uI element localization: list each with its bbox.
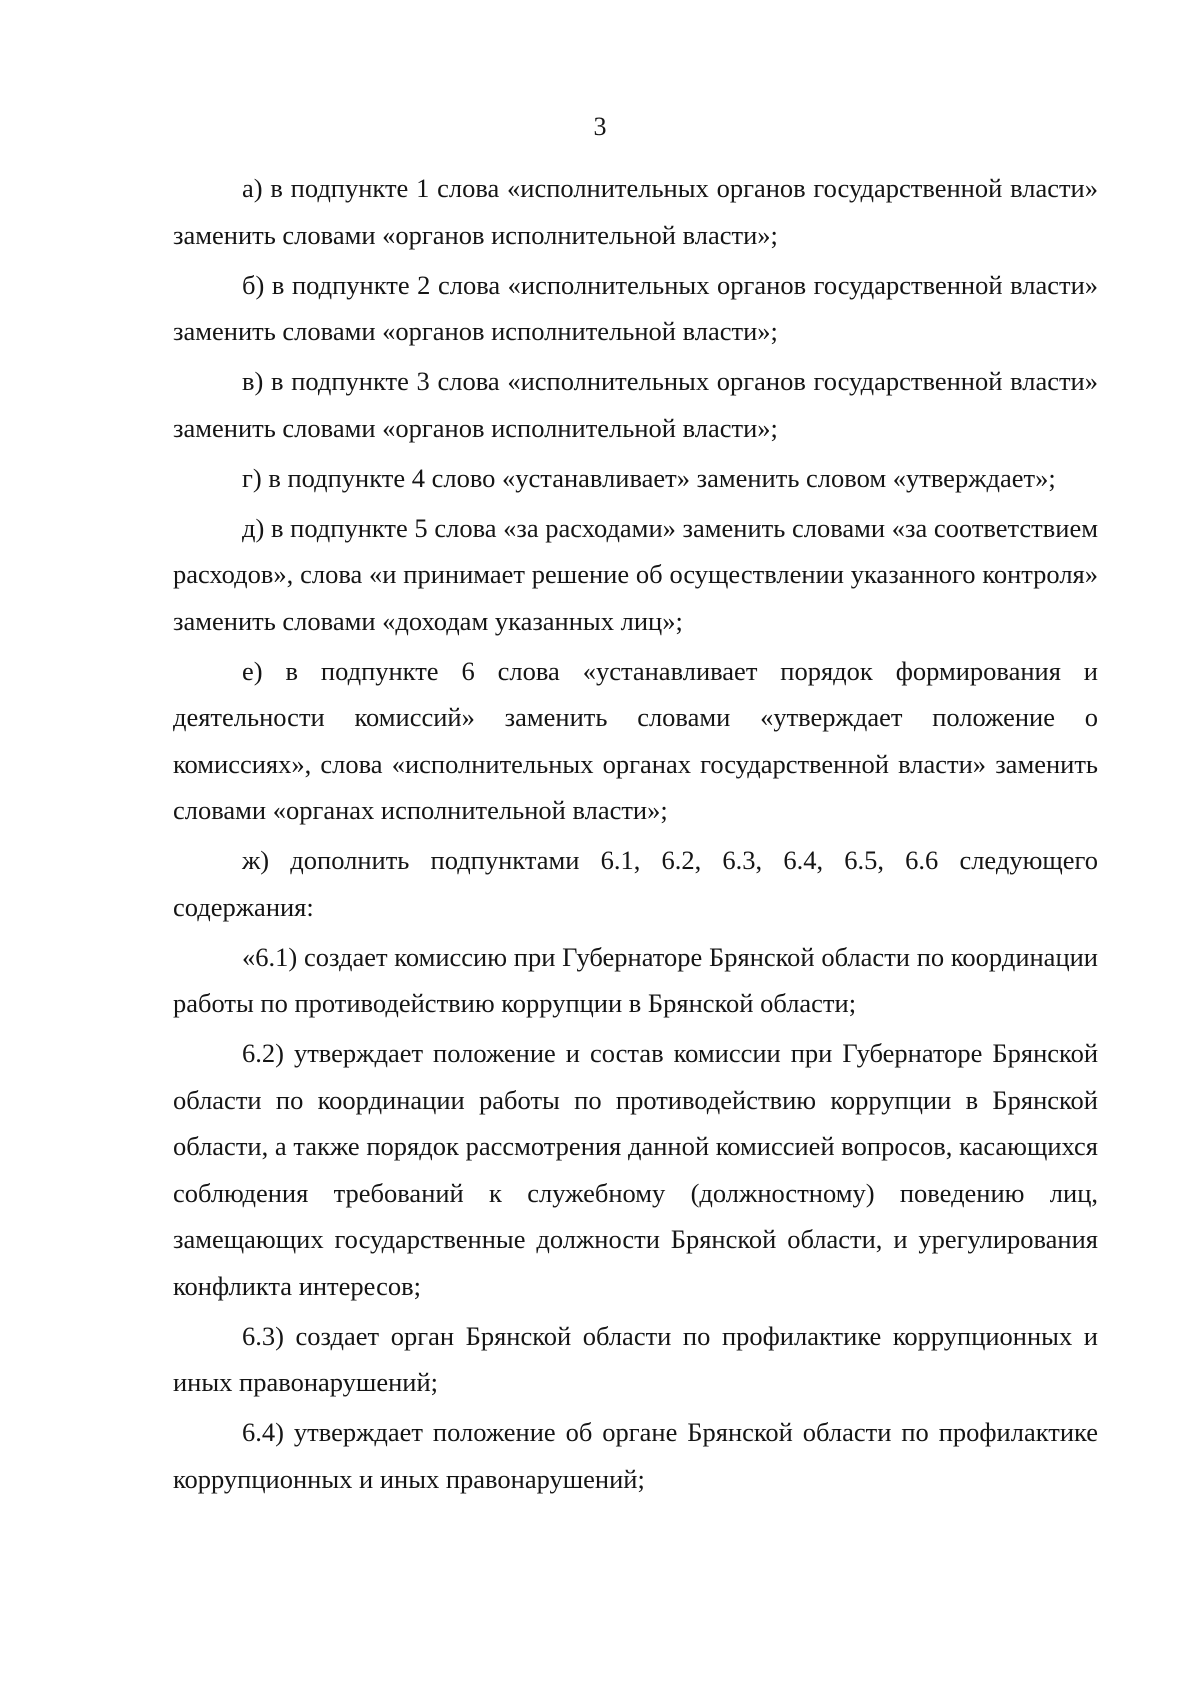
paragraph-v: в) в подпункте 3 слова «исполнительных органов государственной власти» заменить словами «органов исполнительной власти»; xyxy=(173,366,1098,443)
paragraph-6-3: 6.3) создает орган Брянской области по профилактике коррупционных и иных правонарушений; xyxy=(173,1320,1098,1397)
paragraph-a: а) в подпункте 1 слова «исполнительных органов государственной власти» заменить словами «органов исполнительной власти»; xyxy=(173,173,1098,250)
paragraph-g: г) в подпункте 4 слово «устанавливает» заменить словом «утверждает»; xyxy=(242,462,1056,493)
paragraph-e: е) в подпункте 6 слова «устанавливает порядок формирования и деятельности комиссий» заменить словами «утверждает положение о комиссиях», слова «исполнительных органах государственной власти» заменить словами «органах исполнительной власти»; xyxy=(173,655,1098,825)
paragraph-zh: ж) дополнить подпунктами 6.1, 6.2, 6.3, 6.4, 6.5, 6.6 следующего содержания: xyxy=(173,845,1098,922)
document-body xyxy=(173,165,1098,1506)
paragraph-b: б) в подпункте 2 слова «исполнительных органов государственной власти» заменить словами «органов исполнительной власти»; xyxy=(173,269,1098,346)
paragraph-6-4: 6.4) утверждает положение об органе Брянской области по профилактике коррупционных и иных правонарушений; xyxy=(173,1417,1098,1494)
paragraph-6-2: 6.2) утверждает положение и состав комиссии при Губернаторе Брянской области по координации работы по противодействию коррупции в Брянской области, а также порядок рассмотрения данной комиссией вопросов, касающихся соблюдения требований к служебному (должностному) поведению лиц, замещающих государственные должности Брянской области, и урегулирования конфликта интересов; xyxy=(173,1038,1098,1301)
page-number: 3 xyxy=(593,112,607,141)
paragraph-d: д) в подпункте 5 слова «за расходами» заменить словами «за соответствием расходов», слова «и принимает решение об осуществлении указанного контроля» заменить словами «доходам указанных лиц»; xyxy=(173,512,1098,636)
paragraph-6-1: «6.1) создает комиссию при Губернаторе Брянской области по координации работы по противодействию коррупции в Брянской области; xyxy=(173,941,1098,1018)
